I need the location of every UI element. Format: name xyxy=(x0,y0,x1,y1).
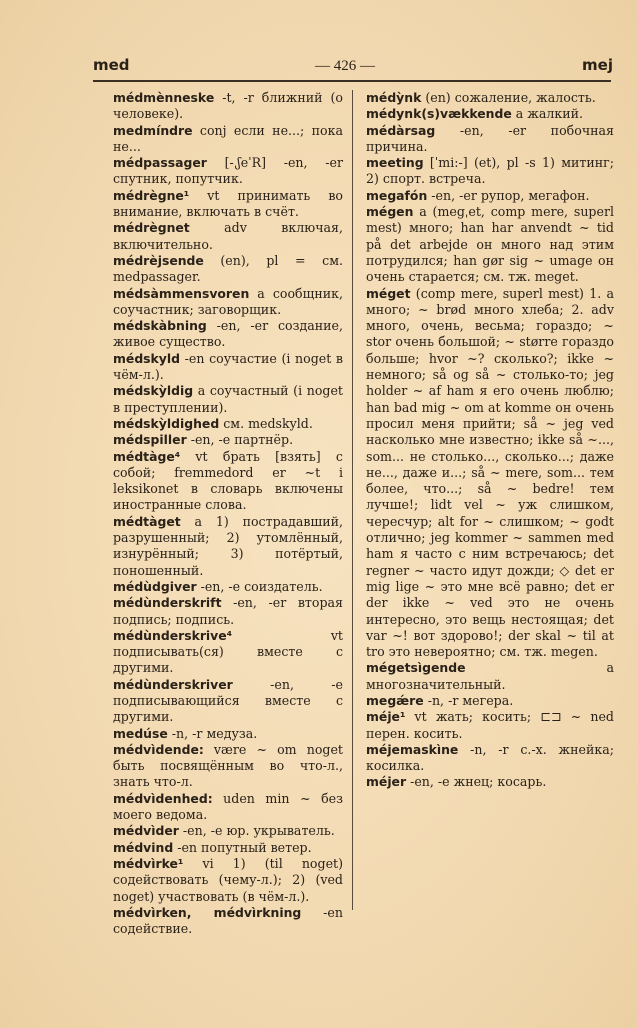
headword: médskàbning xyxy=(113,318,207,334)
headword: médàrsag xyxy=(366,122,436,138)
definition: conj если не...; пока не... xyxy=(113,122,343,154)
dictionary-entry xyxy=(366,155,614,188)
column-divider xyxy=(352,90,353,910)
definition: -en, -er вторая подпись; подпись. xyxy=(113,595,343,627)
dictionary-entry xyxy=(366,774,614,790)
definition: -en, -e подписывающийся вместе с другими. xyxy=(113,676,343,725)
headword: medmíndre xyxy=(113,122,193,138)
definition: (en) сожаление, жалость. xyxy=(421,90,596,105)
definition: vt принимать во внимание, включать в счёт. xyxy=(113,187,343,220)
dictionary-entry xyxy=(113,677,343,726)
definition: vi 1) (til noget) содействовать (чему-л.); 2) (ved noget) участвовать (в чём-л.). xyxy=(113,855,343,904)
definition: -en, -er рупор, мегафон. xyxy=(427,187,590,203)
page-header xyxy=(93,56,613,80)
definition: a жалкий. xyxy=(511,106,584,122)
definition: -en попутный ветер. xyxy=(173,839,312,855)
dictionary-entry xyxy=(366,742,614,775)
headword: mégetsìgende xyxy=(366,660,466,676)
headword: médvìrken, médvìrkning xyxy=(113,904,302,920)
dictionary-entry xyxy=(113,188,343,221)
headword: médrèjsende xyxy=(113,252,204,268)
dictionary-entry xyxy=(113,840,343,856)
dictionary-entry xyxy=(113,383,343,416)
dictionary-entry xyxy=(113,318,343,351)
dictionary-entry xyxy=(113,823,343,839)
headword: médspiller xyxy=(113,432,187,448)
dictionary-entry xyxy=(113,514,343,579)
headword: médskyld xyxy=(113,350,180,366)
headword: méjemaskìne xyxy=(366,741,459,757)
headword: médrègnet xyxy=(113,220,190,236)
definition: -en, -e соиздатель. xyxy=(196,578,323,594)
headword: médrègne¹ xyxy=(113,187,190,203)
definition: (comp mere, superl mest) 1. a много; ~ brød много хлеба; 2. adv много, очень, весьма; гораздо; ~ stor очень большой; ~ større гораздо больше; hvor ~? сколько?; ikke ~ немного; så og så ~ столько-то; jeg holder ~ af ham я его очень люблю; han bad mig ~ om at komme он очень просил меня прийти; så ~ jeg ved насколько мне известно; ikke så ~..., som... не столько..., сколько...; даже не..., даже и...; så ~ mere, som... тем более, что...; så ~ bedre! тем лучше!; lidt vel ~ уж слишком, чересчур; alt for ~ слишком; ~ godt отлично; jeg kommer ~ sammen med ham я часто с ним встречаюсь; det regner ~ часто идут дожди; ◇ det er mig lige ~ это мне всё равно; det er der ikke ~ ved это не очень интересно, это вещь нестоящая; det var ~! вот здорово!; der skal ~ til at tro это невероятно; см. тж. megen. xyxy=(366,285,614,660)
definition: -en, -er создание, живое существо. xyxy=(113,318,343,350)
definition: vt подписывать(ся) вместе с другими. xyxy=(113,627,343,676)
dictionary-entry xyxy=(113,416,343,432)
dictionary-entry xyxy=(113,905,343,938)
headword: médùnderskriver xyxy=(113,676,233,692)
headword: médvìdende: xyxy=(113,741,204,757)
headword: médùdgiver xyxy=(113,578,197,594)
definition: [-ˌʃeˈR] -en, -er спутник, попутчик. xyxy=(113,155,343,187)
definition: -n, -r мегера. xyxy=(423,692,514,708)
headword: méjer xyxy=(366,774,407,790)
dictionary-entry xyxy=(113,123,343,156)
dictionary-entry xyxy=(113,791,343,824)
definition: -en, -er побочная причина. xyxy=(366,122,614,154)
dictionary-entry xyxy=(113,253,343,286)
dictionary-entry xyxy=(366,123,614,156)
dictionary-entry xyxy=(113,726,343,742)
dictionary-entry xyxy=(366,286,614,661)
headword: médtàget xyxy=(113,513,181,529)
definition: -en, -e жнец; косарь. xyxy=(406,774,547,790)
dictionary-entry xyxy=(366,188,614,204)
headword: médsàmmensvoren xyxy=(113,285,250,301)
headword: megafón xyxy=(366,187,428,203)
definition: см. medskyld. xyxy=(219,415,313,431)
definition: -en, -e партнёр. xyxy=(186,432,294,448)
definition: -en, -e юр. укрыватель. xyxy=(178,823,335,839)
definition: -n, -r медуза. xyxy=(167,725,258,741)
dictionary-entry xyxy=(113,742,343,791)
right-guide-word: mej xyxy=(582,56,613,74)
dictionary-entry xyxy=(113,449,343,514)
dictionary-entry xyxy=(113,155,343,188)
definition: a сообщник, соучастник; заговорщик. xyxy=(113,285,343,317)
dictionary-entry xyxy=(366,709,614,742)
headword: méget xyxy=(366,285,411,301)
headword: médùnderskrift xyxy=(113,595,222,611)
headword: médỳnk xyxy=(366,90,422,105)
definition: a 1) пострадавший, разрушенный; 2) утомлённый, изнурённый; 3) потёртый, поношенный. xyxy=(113,513,343,578)
headword: megǽre xyxy=(366,692,424,708)
dictionary-entry xyxy=(366,693,614,709)
dictionary-entry xyxy=(113,628,343,677)
header-rule xyxy=(93,80,611,82)
dictionary-entry xyxy=(113,579,343,595)
dictionary-entry xyxy=(113,595,343,628)
left-guide-word: med xyxy=(93,56,130,74)
definition: vt брать [взять] с собой; fremmedord er ~t i leksikonet в словарь включены иностранные слова. xyxy=(113,448,343,513)
headword: mégen xyxy=(366,204,414,220)
definition: vt жать; косить; ⊏⊐ ~ ned перен. косить. xyxy=(366,709,614,741)
page-number: — 426 — xyxy=(315,58,375,74)
definition: -en содействие. xyxy=(113,904,343,937)
definition: -t, -r ближний (о человеке). xyxy=(113,90,343,122)
headword: médvìdenhed: xyxy=(113,790,213,806)
definition: adv включая, включительно. xyxy=(113,220,343,252)
headword: médskỳldig xyxy=(113,383,194,399)
headword: médskỳldighed xyxy=(113,415,220,431)
dictionary-entry xyxy=(113,220,343,253)
dictionary-entry xyxy=(113,351,343,384)
definition: a соучастный (i noget в преступлении). xyxy=(113,383,343,415)
dictionary-entry xyxy=(113,286,343,319)
definition: -en соучастие (i noget в чём-л.). xyxy=(113,350,343,383)
definition: (en), pl = см. medpassager. xyxy=(113,252,343,285)
dictionary-entry xyxy=(366,90,614,106)
headword: meeting xyxy=(366,155,424,171)
definition: a многозначительный. xyxy=(366,660,614,692)
definition: være ~ om noget быть посвящённым во что-л., знать что-л. xyxy=(113,741,343,790)
dictionary-entry xyxy=(113,856,343,905)
right-column xyxy=(366,90,614,791)
dictionary-entry xyxy=(366,204,614,285)
headword: medúse xyxy=(113,725,168,741)
headword: médvind xyxy=(113,839,174,855)
left-column xyxy=(113,90,343,937)
dictionary-entry xyxy=(113,432,343,448)
headword: médvìrke¹ xyxy=(113,855,184,871)
headword: médùnderskrive⁴ xyxy=(113,627,233,643)
dictionary-entry xyxy=(366,106,614,122)
definition: -n, -r с.-х. жнейка; косилка. xyxy=(366,741,614,774)
headword: médvìder xyxy=(113,823,179,839)
headword: médmènneske xyxy=(113,90,215,105)
definition: a (megˌet, comp mere, superl mest) много; han har anvendt ~ tid på det arbejde он много над этим потрудился; han gør sig ~ umage он очень старается; см. тж. meget. xyxy=(366,204,614,285)
dictionary-entry xyxy=(366,660,614,693)
headword: médpassager xyxy=(113,155,207,171)
headword: médtàge⁴ xyxy=(113,448,181,464)
dictionary-entry xyxy=(113,90,343,123)
definition: uden min ~ без моего ведома. xyxy=(113,790,343,823)
headword: médynk(s)vækkende xyxy=(366,106,512,122)
headword: méje¹ xyxy=(366,709,406,725)
definition: [ˈmi:-] (et), pl -s 1) митинг; 2) спорт. встреча. xyxy=(366,155,614,187)
